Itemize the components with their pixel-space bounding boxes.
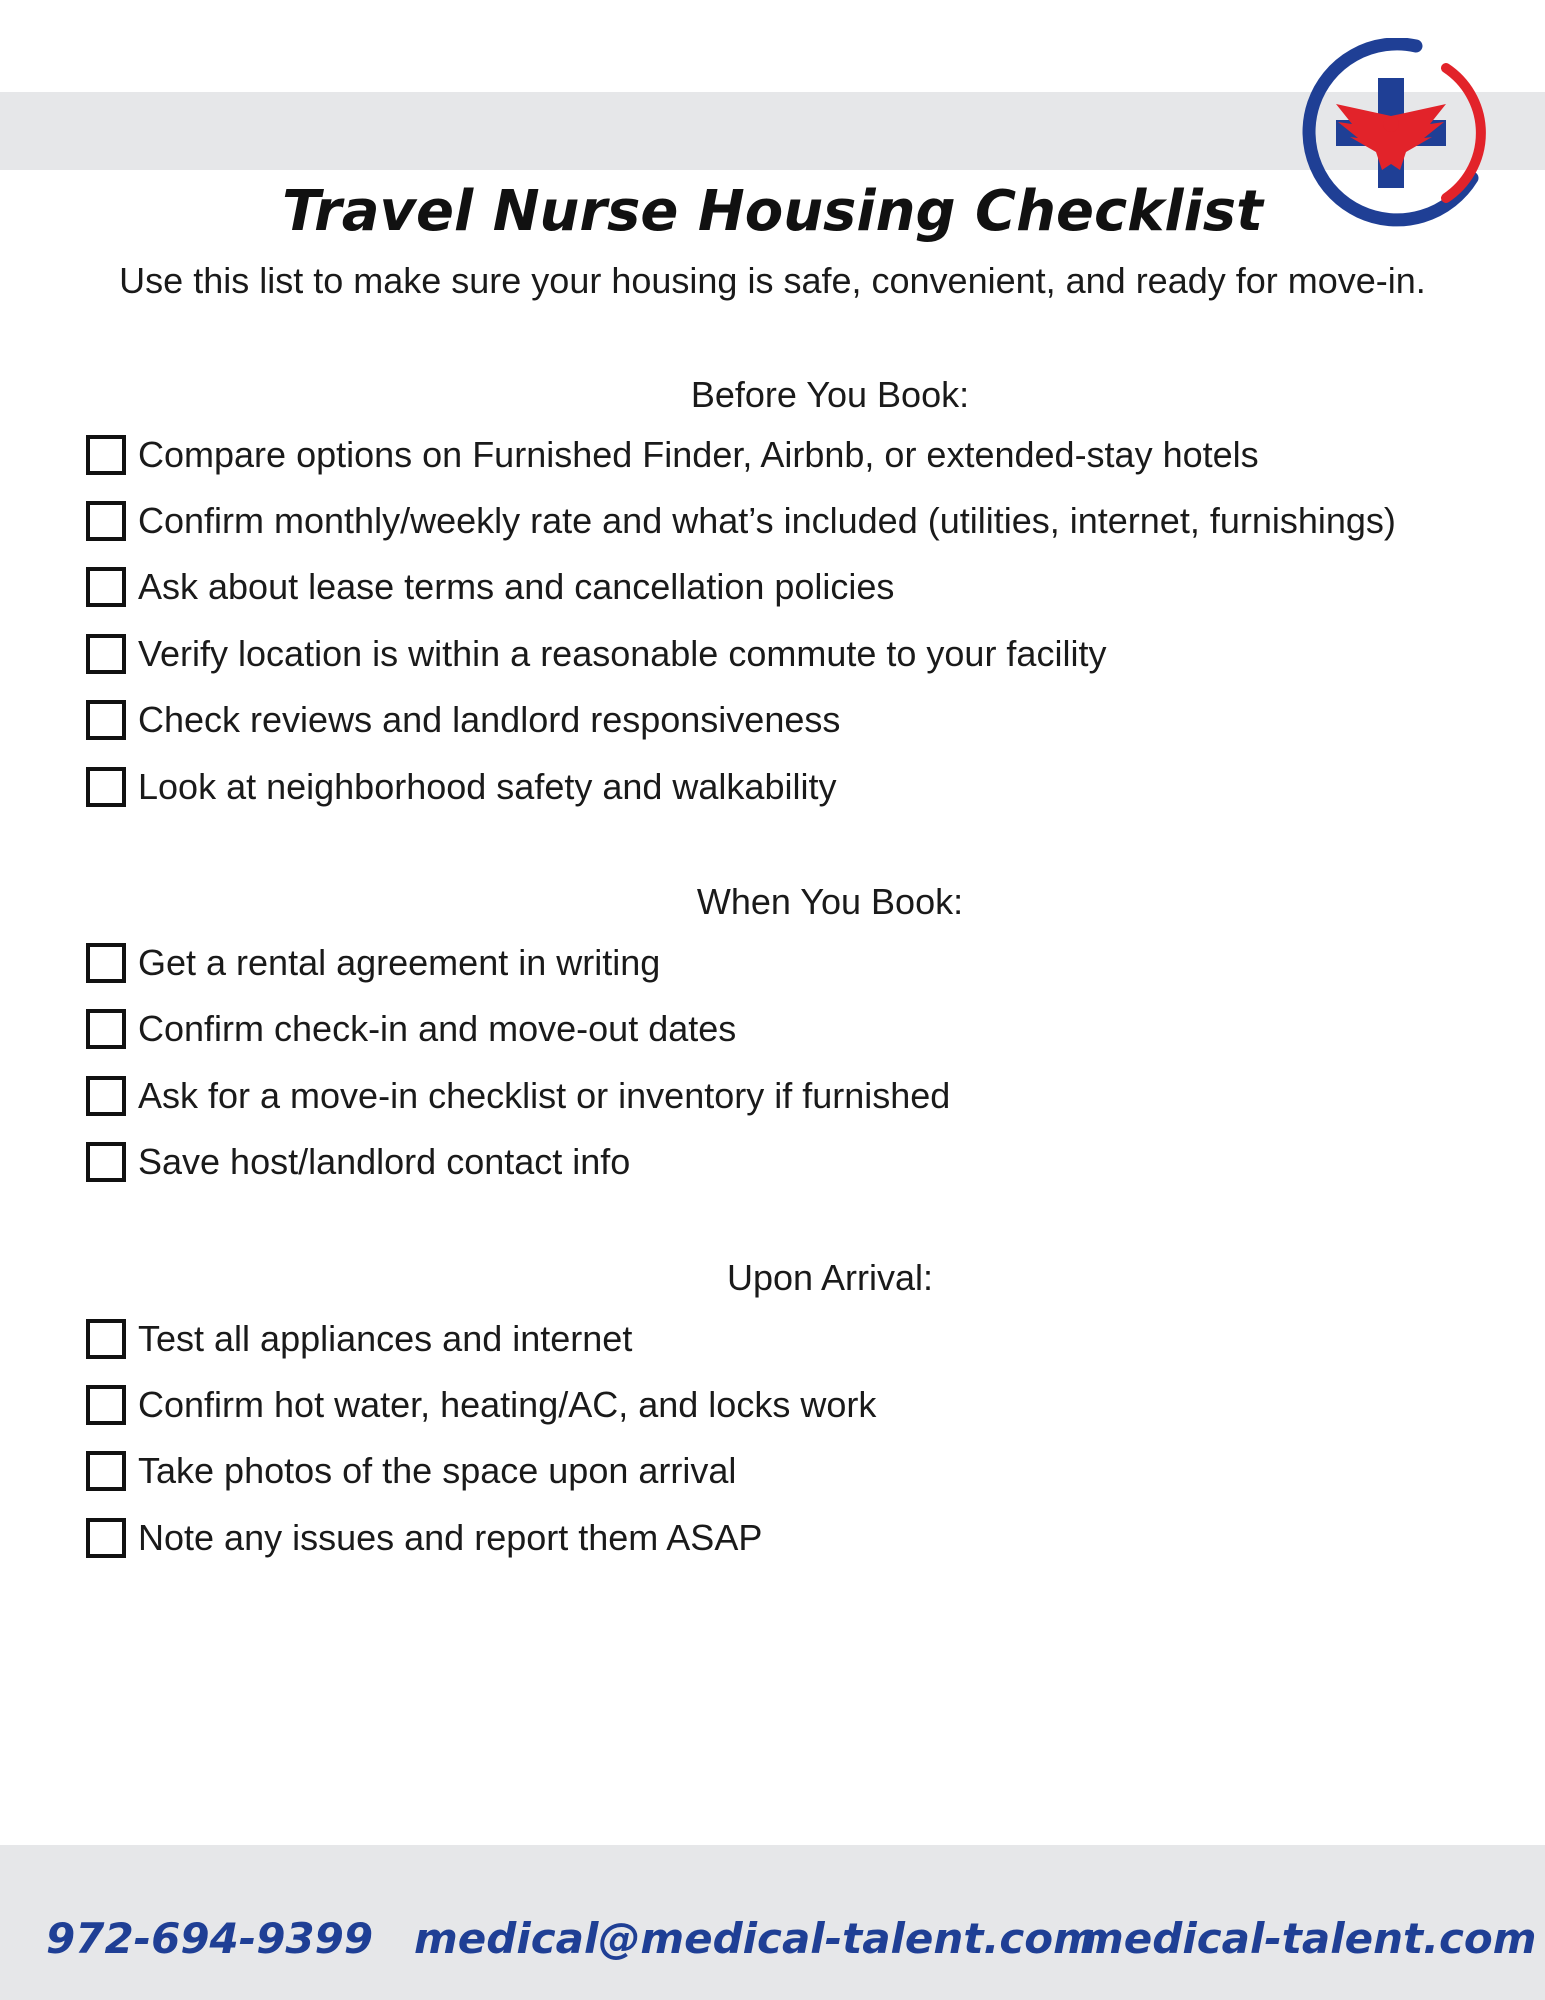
checklist-item[interactable] <box>86 1071 950 1121</box>
checkbox[interactable] <box>86 767 126 807</box>
checkbox[interactable] <box>86 435 126 475</box>
checklist-item-label: Verify location is within a reasonable commute to your facility <box>138 633 1107 674</box>
checkbox[interactable] <box>86 1518 126 1558</box>
checklist-item[interactable] <box>86 1314 632 1364</box>
checkbox[interactable] <box>86 501 126 541</box>
checkbox[interactable] <box>86 1142 126 1182</box>
page-subtitle: Use this list to make sure your housing is safe, convenient, and ready for move-in. <box>119 260 1426 301</box>
checklist-item[interactable] <box>86 1380 876 1430</box>
checklist-item[interactable] <box>86 629 1106 679</box>
checklist-item[interactable] <box>86 1446 736 1496</box>
checklist-item-label: Compare options on Furnished Finder, Airbnb, or extended-stay hotels <box>138 434 1259 475</box>
checkbox[interactable] <box>86 1009 126 1049</box>
checkbox[interactable] <box>86 943 126 983</box>
checklist-item-label: Ask about lease terms and cancellation policies <box>138 566 895 607</box>
checklist-item-label: Look at neighborhood safety and walkability <box>138 766 837 807</box>
checklist-item[interactable] <box>86 1137 630 1187</box>
checklist-item[interactable] <box>86 496 1396 546</box>
checklist-item-label: Confirm monthly/weekly rate and what’s included (utilities, internet, furnishings) <box>138 500 1396 541</box>
checklist-item-label: Get a rental agreement in writing <box>138 942 661 983</box>
section-heading-upon-arrival: Upon Arrival: <box>726 1257 934 1298</box>
checkbox[interactable] <box>86 567 126 607</box>
page-title: Travel Nurse Housing Checklist <box>282 179 1263 244</box>
checklist-item-label: Take photos of the space upon arrival <box>138 1450 737 1491</box>
checkbox[interactable] <box>86 634 126 674</box>
section-heading-before-you-book: Before You Book: <box>690 374 970 415</box>
checkbox[interactable] <box>86 1076 126 1116</box>
checklist-item-label: Confirm check-in and move-out dates <box>138 1008 737 1049</box>
checklist-item-label: Check reviews and landlord responsiveness <box>138 699 841 740</box>
checkbox[interactable] <box>86 1319 126 1359</box>
checklist-item[interactable] <box>86 430 1259 480</box>
checkbox[interactable] <box>86 1385 126 1425</box>
footer-website-link[interactable]: medical-talent.com <box>1080 1914 1537 1963</box>
checklist-item-label: Confirm hot water, heating/AC, and locks work <box>138 1384 877 1425</box>
checklist-item[interactable] <box>86 1004 736 1054</box>
checkbox[interactable] <box>86 700 126 740</box>
checklist-item[interactable] <box>86 938 660 988</box>
checklist-item[interactable] <box>86 562 894 612</box>
footer-email-link[interactable]: medical@medical-talent.com <box>414 1914 1097 1963</box>
footer-phone-link[interactable]: 972-694-9399 <box>46 1914 374 1963</box>
section-heading-when-you-book: When You Book: <box>696 881 964 922</box>
checklist-item[interactable] <box>86 1513 762 1563</box>
checklist-item-label: Note any issues and report them ASAP <box>138 1517 763 1558</box>
checklist-item-label: Ask for a move-in checklist or inventory if furnished <box>138 1075 951 1116</box>
checkbox[interactable] <box>86 1451 126 1491</box>
checklist-item[interactable] <box>86 695 840 745</box>
checklist-item[interactable] <box>86 762 836 812</box>
checklist-item-label: Save host/landlord contact info <box>138 1141 631 1182</box>
checklist-item-label: Test all appliances and internet <box>138 1318 633 1359</box>
